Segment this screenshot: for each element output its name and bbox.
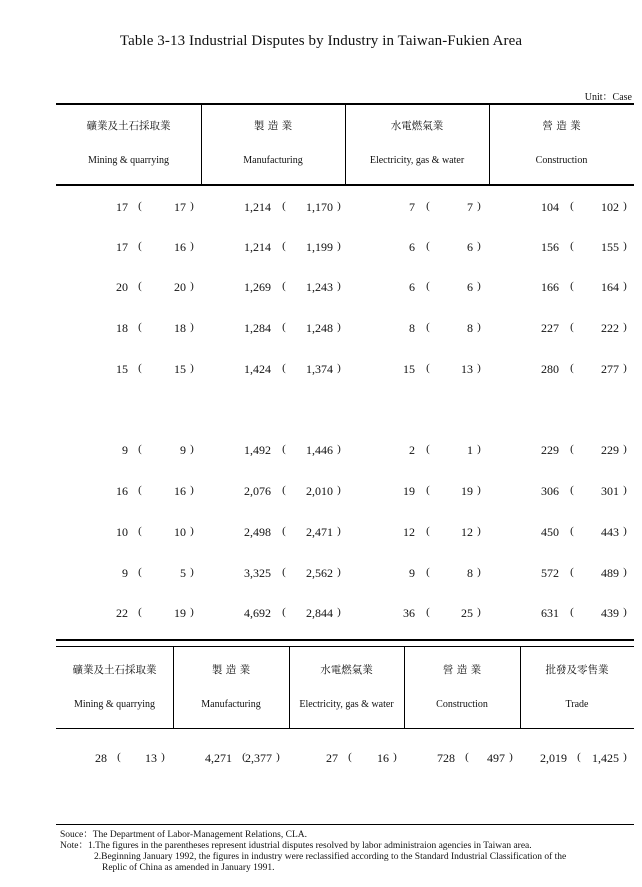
close-paren: ) [623, 321, 627, 333]
open-paren: ( [138, 240, 142, 252]
cell-total: 36 [403, 606, 415, 620]
header-en-label: Construction [436, 699, 488, 710]
cell-total: 18 [116, 321, 128, 335]
cell-total: 166 [541, 280, 559, 294]
cell-resolved: 19 [461, 484, 473, 498]
cell-resolved: 222 [601, 321, 619, 335]
table-row [0, 751, 642, 767]
cell-resolved: 10 [174, 525, 186, 539]
note-2: 2.Beginning January 1992, the figures in industry were reclassified according to the Standard Industrial Classification of the [94, 852, 567, 862]
close-paren: ) [477, 240, 481, 252]
open-paren: ( [570, 200, 574, 212]
open-paren: ( [138, 280, 142, 292]
cell-total: 10 [116, 525, 128, 539]
cell-total: 22 [116, 606, 128, 620]
close-paren: ) [623, 566, 627, 578]
open-paren: ( [570, 525, 574, 537]
open-paren: ( [570, 484, 574, 496]
cell-total: 1,269 [244, 280, 271, 294]
close-paren: ) [337, 443, 341, 455]
close-paren: ) [393, 751, 397, 763]
table2-divider [520, 647, 521, 728]
open-paren: ( [570, 606, 574, 618]
open-paren: ( [282, 566, 286, 578]
header-zh-label: 礦業及土石採取業 [72, 664, 157, 676]
open-paren: ( [282, 200, 286, 212]
close-paren: ) [337, 280, 341, 292]
open-paren: ( [348, 751, 352, 763]
cell-resolved: 12 [461, 525, 473, 539]
cell-total: 229 [541, 443, 559, 457]
table-row [0, 484, 642, 500]
table-row [0, 200, 642, 216]
cell-resolved: 1,170 [306, 200, 333, 214]
header-zh-label: 製 造 業 [211, 664, 251, 676]
cell-total: 19 [403, 484, 415, 498]
table2-divider [289, 647, 290, 728]
cell-total: 9 [122, 443, 128, 457]
header-en-label: Construction [535, 155, 588, 166]
table1-divider [201, 105, 202, 185]
close-paren: ) [477, 525, 481, 537]
cell-resolved: 15 [174, 362, 186, 376]
table2-divider [404, 647, 405, 728]
notes [60, 830, 635, 874]
table2-top-rule [56, 639, 634, 641]
header-en-label: Electricity, gas & water [369, 155, 465, 166]
open-paren: ( [138, 525, 142, 537]
cell-resolved: 6 [467, 240, 473, 254]
header-zh-label: 批發及零售業 [545, 664, 609, 676]
close-paren: ) [190, 443, 194, 455]
cell-total: 4,271 [205, 751, 232, 765]
cell-resolved: 7 [467, 200, 473, 214]
cell-resolved: 2,844 [306, 606, 333, 620]
cell-total: 17 [116, 240, 128, 254]
close-paren: ) [477, 280, 481, 292]
table2-header-bottom-rule [56, 728, 634, 729]
cell-resolved: 164 [601, 280, 619, 294]
cell-total: 2,498 [244, 525, 271, 539]
close-paren: ) [337, 321, 341, 333]
close-paren: ) [623, 362, 627, 374]
cell-resolved: 489 [601, 566, 619, 580]
close-paren: ) [477, 362, 481, 374]
cell-total: 3,325 [244, 566, 271, 580]
open-paren: ( [426, 566, 430, 578]
header-en-label: Mining & quarrying [87, 155, 170, 166]
open-paren: ( [242, 751, 246, 763]
header-zh-label: 營 造 業 [542, 120, 581, 132]
close-paren: ) [190, 362, 194, 374]
close-paren: ) [477, 443, 481, 455]
table-row [0, 240, 642, 256]
table2-top-rule-2 [56, 646, 634, 647]
close-paren: ) [190, 606, 194, 618]
open-paren: ( [138, 321, 142, 333]
open-paren: ( [138, 484, 142, 496]
cell-resolved: 16 [174, 484, 186, 498]
close-paren: ) [337, 566, 341, 578]
open-paren: ( [426, 200, 430, 212]
page-title: Table 3-13 Industrial Disputes by Industry in Taiwan-Fukien Area [119, 33, 523, 49]
cell-resolved: 20 [174, 280, 186, 294]
cell-total: 4,692 [244, 606, 271, 620]
cell-total: 15 [116, 362, 128, 376]
cell-total: 2,019 [540, 751, 567, 765]
cell-total: 227 [541, 321, 559, 335]
open-paren: ( [570, 240, 574, 252]
cell-resolved: 13 [461, 362, 473, 376]
cell-total: 7 [409, 200, 415, 214]
cell-resolved: 1 [467, 443, 473, 457]
header-zh-label: 營 造 業 [442, 664, 482, 676]
open-paren: ( [426, 606, 430, 618]
cell-resolved: 1,446 [306, 443, 333, 457]
cell-resolved: 5 [180, 566, 186, 580]
cell-total: 450 [541, 525, 559, 539]
close-paren: ) [623, 751, 627, 763]
table-row [0, 566, 642, 582]
open-paren: ( [282, 280, 286, 292]
header-zh-label: 水電燃氣業 [320, 664, 373, 676]
cell-resolved: 16 [174, 240, 186, 254]
cell-total: 17 [116, 200, 128, 214]
cell-resolved: 102 [601, 200, 619, 214]
close-paren: ) [623, 200, 627, 212]
close-paren: ) [190, 525, 194, 537]
cell-total: 104 [541, 200, 559, 214]
cell-total: 8 [409, 321, 415, 335]
cell-resolved: 9 [180, 443, 186, 457]
table-row [0, 362, 642, 378]
open-paren: ( [138, 606, 142, 618]
cell-resolved: 497 [487, 751, 505, 765]
open-paren: ( [117, 751, 121, 763]
cell-resolved: 25 [461, 606, 473, 620]
cell-resolved: 155 [601, 240, 619, 254]
cell-resolved: 2,471 [306, 525, 333, 539]
cell-total: 6 [409, 240, 415, 254]
open-paren: ( [282, 240, 286, 252]
open-paren: ( [138, 566, 142, 578]
open-paren: ( [282, 484, 286, 496]
cell-total: 15 [403, 362, 415, 376]
cell-total: 1,284 [244, 321, 271, 335]
note-1: Note：1.The figures in the parentheses represent idustrial disputes resolved by labor administraion agencies in Taiwan area. [60, 841, 532, 851]
cell-total: 6 [409, 280, 415, 294]
cell-resolved: 229 [601, 443, 619, 457]
open-paren: ( [426, 240, 430, 252]
close-paren: ) [477, 200, 481, 212]
unit-label: Unit：Case [584, 92, 632, 103]
open-paren: ( [138, 443, 142, 455]
open-paren: ( [426, 280, 430, 292]
header-zh-label: 製 造 業 [253, 120, 293, 132]
cell-total: 572 [541, 566, 559, 580]
open-paren: ( [426, 443, 430, 455]
cell-resolved: 1,199 [306, 240, 333, 254]
cell-total: 1,214 [244, 200, 271, 214]
cell-resolved: 13 [145, 751, 157, 765]
cell-total: 16 [116, 484, 128, 498]
close-paren: ) [623, 484, 627, 496]
cell-resolved: 19 [174, 606, 186, 620]
open-paren: ( [426, 321, 430, 333]
open-paren: ( [577, 751, 581, 763]
close-paren: ) [337, 200, 341, 212]
close-paren: ) [623, 280, 627, 292]
close-paren: ) [190, 484, 194, 496]
cell-resolved: 439 [601, 606, 619, 620]
close-paren: ) [477, 484, 481, 496]
close-paren: ) [623, 606, 627, 618]
cell-total: 280 [541, 362, 559, 376]
notes-top-rule [56, 824, 634, 825]
header-en-label: Manufacturing [243, 155, 303, 166]
header-en-label: Manufacturing [201, 699, 261, 710]
cell-resolved: 16 [377, 751, 389, 765]
open-paren: ( [282, 525, 286, 537]
close-paren: ) [337, 525, 341, 537]
cell-total: 1,424 [244, 362, 271, 376]
cell-total: 728 [437, 751, 455, 765]
cell-total: 28 [95, 751, 107, 765]
table1-divider [345, 105, 346, 185]
close-paren: ) [477, 321, 481, 333]
close-paren: ) [623, 240, 627, 252]
cell-total: 306 [541, 484, 559, 498]
cell-total: 1,214 [244, 240, 271, 254]
table-row [0, 321, 642, 337]
header-zh-label: 水電燃氣業 [390, 120, 444, 132]
cell-resolved: 1,425 [592, 751, 619, 765]
header-zh-label: 礦業及土石採取業 [86, 120, 171, 132]
close-paren: ) [337, 484, 341, 496]
close-paren: ) [276, 751, 280, 763]
open-paren: ( [282, 321, 286, 333]
close-paren: ) [190, 240, 194, 252]
cell-total: 9 [409, 566, 415, 580]
close-paren: ) [161, 751, 165, 763]
open-paren: ( [426, 484, 430, 496]
cell-resolved: 1,374 [306, 362, 333, 376]
source-note: Souce：The Department of Labor-Management Relations, CLA. [60, 830, 308, 840]
close-paren: ) [337, 606, 341, 618]
cell-resolved: 277 [601, 362, 619, 376]
table-row [0, 525, 642, 541]
open-paren: ( [570, 321, 574, 333]
cell-resolved: 17 [174, 200, 186, 214]
open-paren: ( [282, 606, 286, 618]
open-paren: ( [465, 751, 469, 763]
cell-resolved: 8 [467, 321, 473, 335]
cell-resolved: 1,243 [306, 280, 333, 294]
cell-total: 631 [541, 606, 559, 620]
cell-total: 20 [116, 280, 128, 294]
cell-total: 9 [122, 566, 128, 580]
cell-resolved: 2,562 [306, 566, 333, 580]
cell-total: 2,076 [244, 484, 271, 498]
cell-resolved: 18 [174, 321, 186, 335]
cell-resolved: 6 [467, 280, 473, 294]
cell-total: 156 [541, 240, 559, 254]
open-paren: ( [570, 566, 574, 578]
open-paren: ( [570, 443, 574, 455]
cell-total: 2 [409, 443, 415, 457]
close-paren: ) [509, 751, 513, 763]
cell-resolved: 2,010 [306, 484, 333, 498]
open-paren: ( [570, 280, 574, 292]
open-paren: ( [138, 362, 142, 374]
open-paren: ( [570, 362, 574, 374]
open-paren: ( [282, 362, 286, 374]
close-paren: ) [190, 321, 194, 333]
cell-resolved: 1,248 [306, 321, 333, 335]
open-paren: ( [138, 200, 142, 212]
close-paren: ) [623, 525, 627, 537]
close-paren: ) [623, 443, 627, 455]
cell-resolved: 8 [467, 566, 473, 580]
table1-divider [489, 105, 490, 185]
cell-resolved: 301 [601, 484, 619, 498]
cell-total: 27 [326, 751, 338, 765]
cell-resolved: 443 [601, 525, 619, 539]
table-row [0, 280, 642, 296]
cell-total: 1,492 [244, 443, 271, 457]
header-en-label: Trade [565, 699, 589, 710]
close-paren: ) [477, 606, 481, 618]
header-en-label: Electricity, gas & water [299, 699, 394, 710]
header-en-label: Mining & quarrying [73, 699, 156, 710]
table-row [0, 443, 642, 459]
close-paren: ) [477, 566, 481, 578]
close-paren: ) [337, 362, 341, 374]
close-paren: ) [337, 240, 341, 252]
open-paren: ( [426, 362, 430, 374]
note-2-continued: Replic of China as amended in January 1991. [102, 863, 275, 873]
cell-resolved: 2,377 [245, 751, 272, 765]
cell-total: 12 [403, 525, 415, 539]
table2-divider [173, 647, 174, 728]
close-paren: ) [190, 280, 194, 292]
close-paren: ) [190, 200, 194, 212]
open-paren: ( [282, 443, 286, 455]
open-paren: ( [426, 525, 430, 537]
close-paren: ) [190, 566, 194, 578]
table-row [0, 606, 642, 622]
